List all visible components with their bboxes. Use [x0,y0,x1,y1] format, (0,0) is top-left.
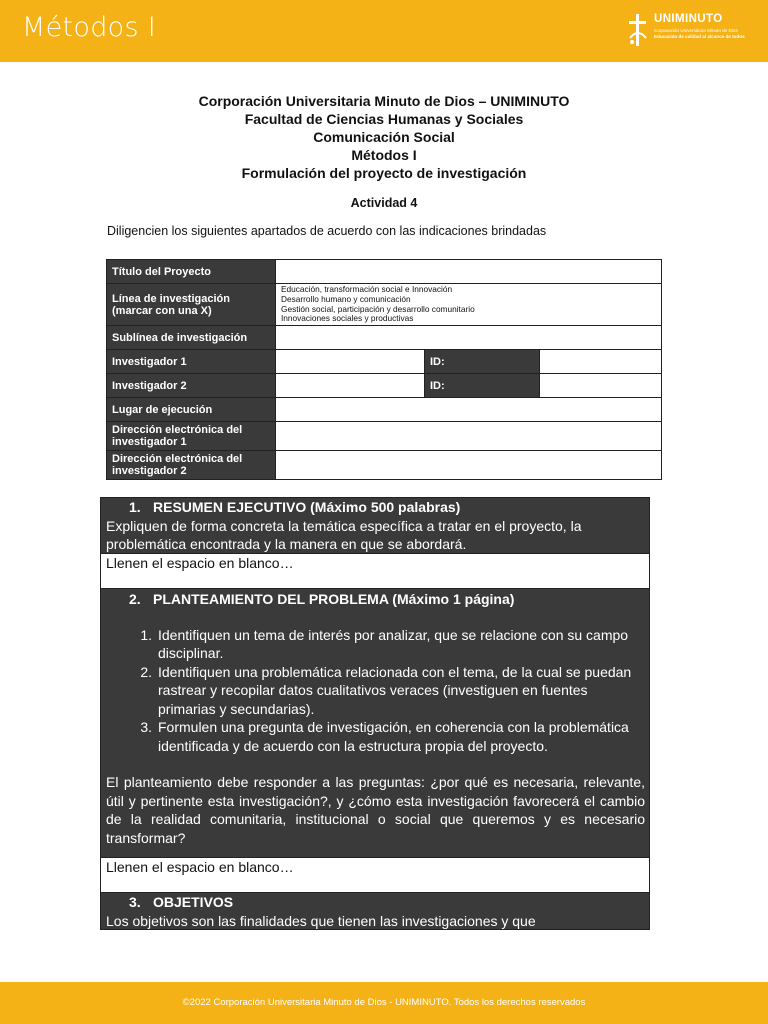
section-1-title: 1. RESUMEN EJECUTIVO (Máximo 500 palabras) [129,499,461,515]
section-2-steps [106,626,645,756]
section-1-answer-field[interactable]: Llenen el espacio en blanco… [101,553,649,589]
section-1-instructions [101,498,649,553]
field-investigator-1[interactable] [276,350,425,374]
label-location: Lugar de ejecución [107,398,276,422]
project-info-table [106,259,662,480]
label-email-1: Dirección electrónica del investigador 1 [107,422,276,451]
logo-tagline: Educación de calidad al alcance de todos [654,34,745,39]
section-objectives [100,892,650,930]
section-3-description: Los objetivos son las finalidades que tienen las investigaciones y que [106,912,536,929]
activity-title: Actividad 4 [350,196,418,210]
header-title: Métodos I [22,12,156,43]
field-location[interactable] [276,398,662,422]
logo-name: UNIMINUTO [654,13,723,25]
label-subline: Sublínea de investigación [107,326,276,350]
label-id-2: ID: [425,374,540,398]
field-research-line[interactable] [276,284,662,326]
heading-document: Formulación del proyecto de investigación [241,165,527,181]
label-id-1: ID: [425,350,540,374]
label-research-line: Línea de investigación (marcar con una X) [107,284,276,326]
heading-faculty: Facultad de Ciencias Humanas y Sociales [244,111,524,127]
section-3-instructions [101,893,649,929]
heading-university: Corporación Universitaria Minuto de Dios – UNIMINUTO [198,93,570,109]
research-line-option: Desarrollo humano y comunicación [281,293,411,304]
list-item: 3. Formulen una pregunta de investigación, en coherencia con la problemática identificada y de acuerdo con la estructura propia del proyecto. [140,719,629,754]
page-footer [0,982,768,1024]
field-email-2[interactable] [276,451,662,480]
logo-subtitle: Corporación Universitaria Minuto de Dios [654,28,738,33]
research-line-option: Gestión social, participación y desarrollo comunitario [281,303,475,314]
field-id-2[interactable] [540,374,662,398]
research-line-option: Educación, transformación social e Innovación [281,283,453,294]
label-email-2: Dirección electrónica del investigador 2 [107,451,276,480]
field-subline[interactable] [276,326,662,350]
section-2-answer-field[interactable]: Llenen el espacio en blanco… [101,857,649,894]
uniminuto-logo [626,12,750,48]
research-line-option: Innovaciones sociales y productivas [281,313,414,324]
section-problem-statement [100,588,650,895]
section-2-instructions [101,589,649,857]
label-investigator-2: Investigador 2 [107,374,276,398]
field-email-1[interactable] [276,422,662,451]
label-project-title: Título del Proyecto [107,260,276,284]
heading-program: Comunicación Social [313,129,455,145]
label-investigator-1: Investigador 1 [107,350,276,374]
section-3-title: 3. OBJETIVOS [129,894,234,910]
logo-emblem-icon [626,12,650,48]
intro-text: Diligencien los siguientes apartados de acuerdo con las indicaciones brindadas [107,224,547,238]
list-item: 1. Identifiquen un tema de interés por analizar, que se relacione con su campo disciplinar. [140,626,629,661]
section-2-title: 2. PLANTEAMIENTO DEL PROBLEMA (Máximo 1 página) [129,591,515,607]
section-executive-summary [100,497,650,590]
field-project-title[interactable] [276,260,662,284]
field-investigator-2[interactable] [276,374,425,398]
section-2-paragraph: El planteamiento debe responder a las preguntas: ¿por qué es necesaria, relevante, útil y pertinente esta investigación?, y ¿cómo esta investigación favorecerá el cambio de la realidad comunitaria, institucional o social que queremos y es necesario transformar? [106,774,645,846]
list-item: 2. Identifiquen una problemática relacionada con el tema, de la cual se puedan rastrear y recopilar datos cualitativos veraces (investiguen en fuentes primarias y secundarias). [140,663,632,717]
section-1-description: Expliquen de forma concreta la temática específica a tratar en el proyecto, la problemática encontrada y la manera en que se abordará. [106,517,582,552]
footer-copyright: ©2022 Corporación Universitaria Minuto de Dios - UNIMINUTO. Todos los derechos reservados [182,997,586,1008]
page-header [0,0,768,62]
heading-course: Métodos I [351,147,417,163]
field-id-1[interactable] [540,350,662,374]
